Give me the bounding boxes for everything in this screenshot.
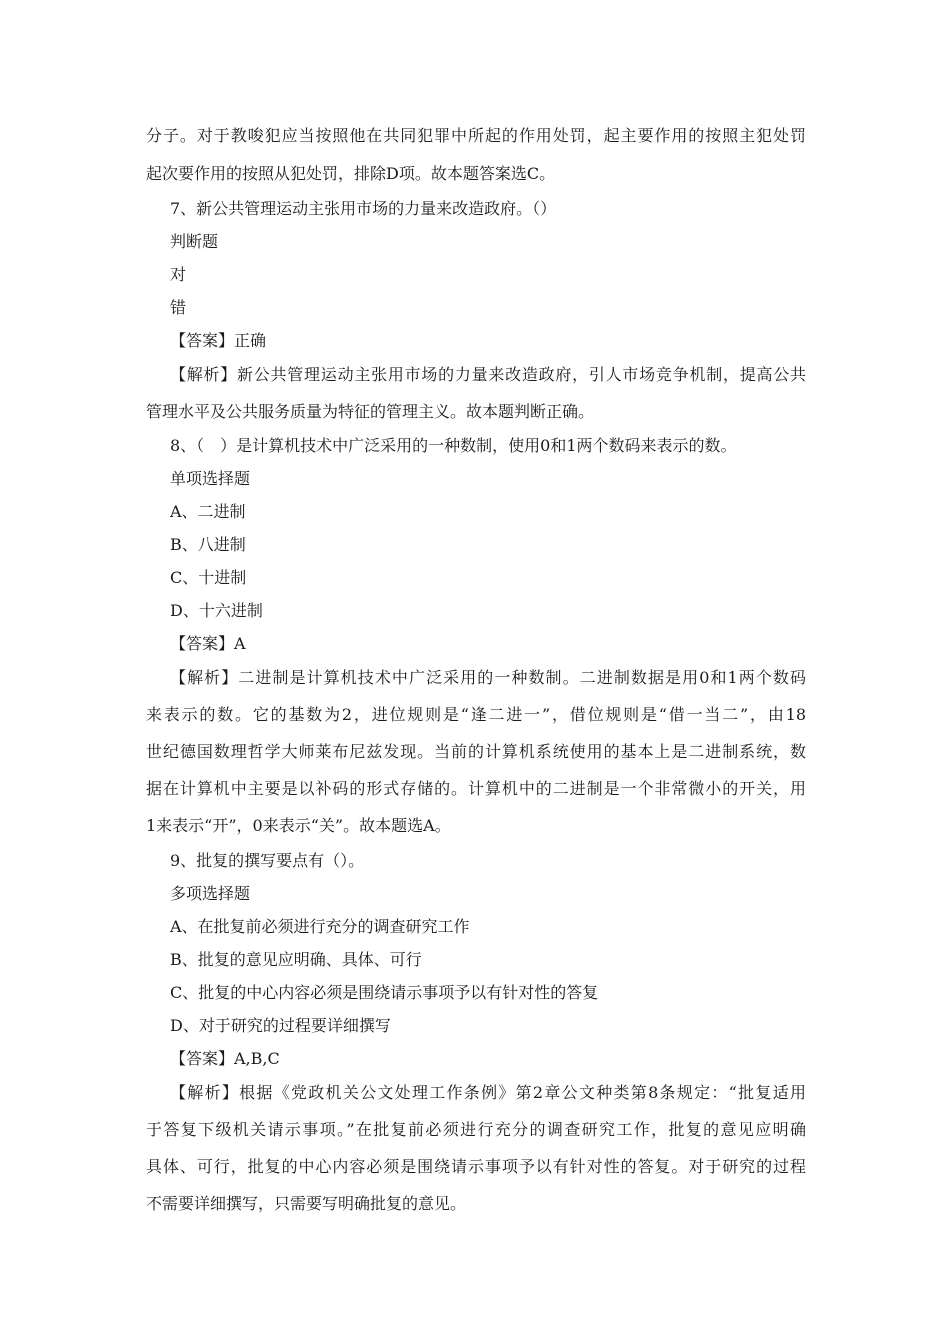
- q9-answer: 【答案】A,B,C: [170, 1049, 280, 1068]
- q8-stem: 8、（ ）是计算机技术中广泛采用的一种数制，使用0和1两个数码来表示的数。: [170, 436, 737, 455]
- q7-analysis-line: 管理水平及公共服务质量为特征的管理主义。故本题判断正确。: [146, 402, 595, 421]
- q8-option: A、二进制: [170, 502, 246, 521]
- q9-type: 多项选择题: [170, 884, 251, 903]
- q8-option: C、十进制: [170, 568, 247, 587]
- q9-option: C、批复的中心内容必须是围绕请示事项予以有针对性的答复: [170, 983, 599, 1002]
- q8-analysis-line: 来表示的数。它的基数为2，进位规则是“逢二进一”，借位规则是“借一当二”，由18: [146, 705, 806, 724]
- q8-answer: 【答案】A: [170, 634, 246, 653]
- q8-option: B、八进制: [170, 535, 246, 554]
- q7-answer: 【答案】正确: [170, 331, 267, 350]
- q7-option: 错: [170, 298, 187, 317]
- q9-analysis-line: 于答复下级机关请示事项。”在批复前必须进行充分的调查研究工作，批复的意见应明确: [146, 1120, 806, 1139]
- q9-option: A、在批复前必须进行充分的调查研究工作: [170, 917, 470, 936]
- q7-stem: 7、新公共管理运动主张用市场的力量来改造政府。（）: [170, 199, 557, 218]
- q8-analysis-line: 据在计算机中主要是以补码的形式存储的。计算机中的二进制是一个非常微小的开关，用: [146, 779, 806, 798]
- q8-analysis-line: 世纪德国数理哲学大师莱布尼兹发现。当前的计算机系统使用的基本上是二进制系统，数: [146, 742, 806, 761]
- q7-analysis-line: 【解析】新公共管理运动主张用市场的力量来改造政府，引人市场竞争机制，提高公共: [170, 365, 806, 384]
- q9-stem: 9、批复的撰写要点有（）。: [170, 851, 365, 870]
- q9-analysis-line: 具体、可行，批复的中心内容必须是围绕请示事项予以有针对性的答复。对于研究的过程: [146, 1157, 806, 1176]
- carryover-line-2: 起次要作用的按照从犯处罚，排除D项。故本题答案选C。: [146, 164, 556, 183]
- q8-analysis-line: 1来表示“开”，0来表示“关”。故本题选A。: [146, 816, 451, 835]
- q7-option: 对: [170, 265, 187, 284]
- q7-type: 判断题: [170, 232, 219, 251]
- q9-option: B、批复的意见应明确、具体、可行: [170, 950, 422, 969]
- q8-option: D、十六进制: [170, 601, 263, 620]
- q9-analysis-line: 不需要详细撰写，只需要写明确批复的意见。: [146, 1194, 467, 1213]
- q8-type: 单项选择题: [170, 469, 251, 488]
- carryover-line-1: 分子。对于教唆犯应当按照他在共同犯罪中所起的作用处罚，起主要作用的按照主犯处罚: [146, 126, 806, 145]
- q8-analysis-line: 【解析】二进制是计算机技术中广泛采用的一种数制。二进制数据是用0和1两个数码: [170, 668, 806, 687]
- q9-option: D、对于研究的过程要详细撰写: [170, 1016, 391, 1035]
- q9-analysis-line: 【解析】根据《党政机关公文处理工作条例》第2章公文种类第8条规定：“批复适用: [170, 1083, 806, 1102]
